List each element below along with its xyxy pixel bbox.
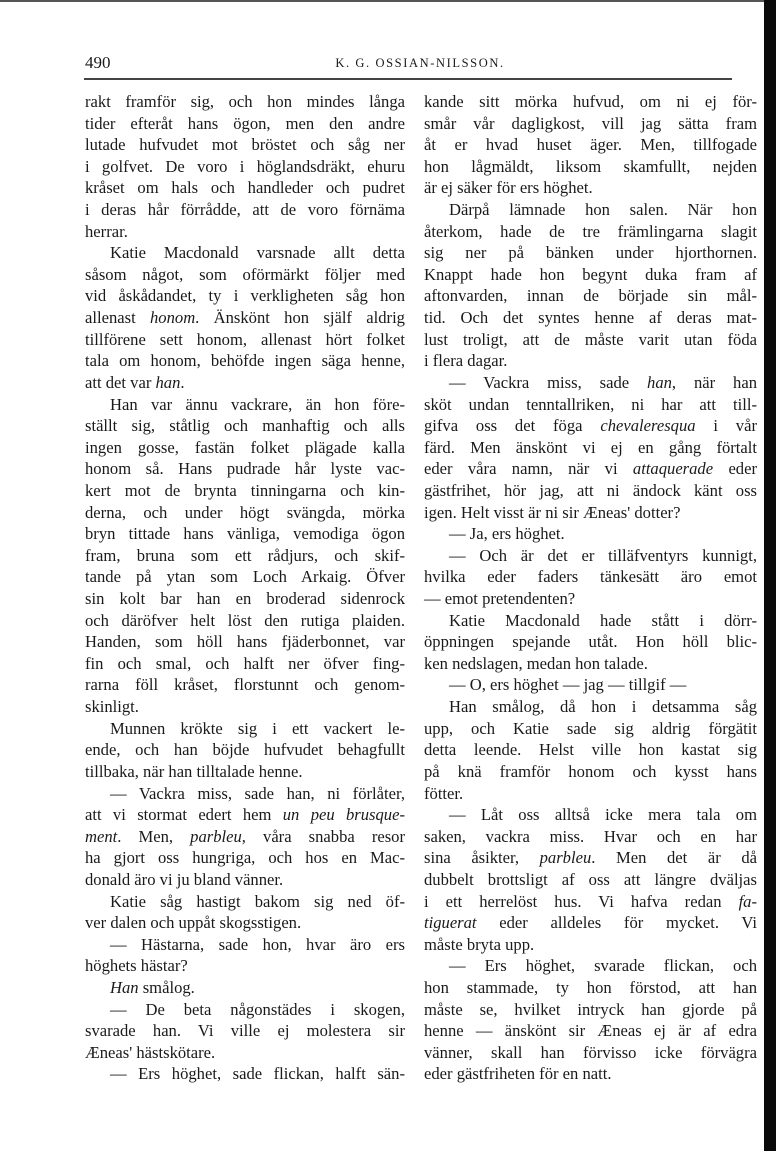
text-line: tider efteråt hans ögon, men den andre: [85, 113, 405, 133]
text-line: fötter.: [424, 783, 464, 803]
paragraph: [85, 242, 405, 393]
text-line: Munnen krökte sig i ett vackert le-: [110, 718, 405, 738]
text-line: Handen, som höll hans fjäderbonnet, var: [85, 632, 405, 652]
text-line: lutade hufvudet mot bröstet och såg ner: [85, 135, 405, 155]
text-line: tillförene sett honom, allenast hört folket: [85, 329, 405, 349]
paragraph: [424, 696, 757, 804]
text-line: hon lågmäldt, liksom skamfullt, nejden: [424, 156, 757, 176]
text-line: och däröfver helt löst den rutiga plaiden.: [85, 610, 405, 630]
italic-text: honom: [150, 308, 196, 328]
text-line: vid åskådandet, ty i verkligheten såg hon: [85, 286, 405, 306]
text-segment: att det var: [85, 372, 156, 392]
text-line: sin kolt bar han en broderad sidenrock: [85, 589, 405, 609]
text-line: åt er hvad huset äger. Men, tillfogade: [424, 135, 757, 155]
text-line: lust troligt, att de måste varit utan föda: [424, 329, 757, 349]
text-line: Katie Macdonald varsnade allt detta: [110, 243, 405, 263]
text-segment: . Änskönt hon själf aldrig: [195, 308, 405, 328]
scan-top-edge: [0, 0, 765, 2]
italic-text: Han: [110, 977, 139, 997]
text-line: i golfvet. De voro i höglandsdräkt, ehuru: [85, 156, 405, 176]
text-line: [424, 415, 757, 437]
scan-right-border: [764, 0, 776, 1151]
text-segment: smålog.: [138, 977, 195, 997]
text-line: [85, 826, 405, 848]
italic-text: han: [647, 372, 672, 392]
text-line: Han var ännu vackrare, än hon före-: [110, 394, 405, 414]
text-line: igen. Helt visst är ni sir Æneas' dotter?: [424, 502, 681, 522]
text-line: Katie Macdonald hade stått i dörr-: [449, 610, 757, 630]
text-line: — Ja, ers höghet.: [449, 524, 565, 544]
text-line: [85, 372, 405, 394]
text-line: honom så. Hans pudrade hår lyste vac-: [85, 459, 405, 479]
text-line: tala om honom, behöfde ingen säga henne,: [85, 351, 405, 371]
text-line: Katie såg hastigt bakom sig ned öf-: [110, 891, 405, 911]
paragraph: [85, 1063, 405, 1085]
text-line: [424, 847, 757, 869]
paragraph: [85, 718, 405, 783]
text-line: vänner, skall han förvisso icke förvägra: [424, 1042, 757, 1062]
text-line: rarna föll kråset, florstunnt och genom-: [85, 675, 405, 695]
text-segment: , våra snabba resor: [241, 826, 405, 846]
text-segment: . Men det är då: [591, 848, 757, 868]
text-line: höghets hästar?: [85, 956, 188, 976]
text-line: Han smålog, då hon i detsamma såg: [449, 697, 757, 717]
text-line: sig ner på bänken under hjorthornen.: [424, 243, 757, 263]
italic-text: attaquerade: [632, 459, 714, 479]
text-line: fin och smal, och halft ner öfver fing-: [85, 653, 405, 673]
paragraph: [85, 934, 405, 977]
text-segment: . Men,: [117, 826, 191, 846]
paragraph: [85, 977, 405, 999]
paragraph: [424, 804, 757, 955]
text-line: kande sitt mörka hufvud, om ni ej för-: [424, 92, 757, 111]
text-line: måste se, hvilket intryck han gjorde på: [424, 999, 757, 1019]
text-line: fram, bruna som ett rådjurs, och skif-: [85, 545, 405, 565]
paragraph: [424, 674, 757, 696]
text-line: färd. Men änskönt vi ej en gång förtalt: [424, 437, 757, 457]
text-line: rakt framför sig, och hon mindes långa: [85, 92, 405, 111]
text-segment: , när han: [671, 372, 757, 392]
text-line: [424, 912, 757, 934]
text-line: smår vår dagligkost, vill jag sätta fram: [424, 113, 757, 133]
text-line: svarade han. Vi ville ej molestera sir: [85, 1021, 405, 1041]
text-segment: eder våra namn, när vi: [424, 459, 633, 479]
text-segment: i vår: [695, 416, 757, 436]
text-line: henne — änskönt sir Æneas ej är af edra: [424, 1021, 757, 1041]
text-line: dubbelt brottsligt af oss att längre dväljas: [424, 869, 757, 889]
text-line: [85, 307, 405, 329]
text-line: tillbaka, när han tilltalade henne.: [85, 761, 303, 781]
text-line: detta leende. Helst ville hon kastat sig: [424, 740, 757, 760]
paragraph: [85, 91, 405, 242]
text-line: — Vackra miss, sade han, ni förlåter,: [110, 783, 405, 803]
text-line: Knappt hade hon begynt duka fram af: [424, 264, 757, 284]
text-segment: sina åsikter,: [424, 848, 540, 868]
paragraph: [424, 523, 757, 545]
text-line: såsom något, som oförmärkt följer med: [85, 264, 405, 284]
paragraph: [85, 394, 405, 718]
text-line: — Ers höghet, svarade flickan, och: [449, 956, 757, 976]
text-line: sköt undan tenntallriken, ni har att till-: [424, 394, 757, 414]
text-column-left: [85, 91, 405, 1085]
italic-text: un peu brusque-: [282, 805, 405, 825]
paragraph: [424, 199, 757, 372]
text-line: ställt sig, ståtlig och manhaftig och alls: [85, 416, 405, 436]
text-line: kråset om hals och handleder och pudret: [85, 178, 405, 198]
text-line: bryn tittade hans vänliga, vemodiga ögon: [85, 524, 405, 544]
paragraph: [424, 545, 757, 610]
paragraph: [85, 783, 405, 891]
italic-text: chevaleresqua: [600, 416, 696, 436]
italic-text: tiguerat: [424, 913, 477, 933]
text-line: i flera dagar.: [424, 351, 508, 371]
paragraph: [424, 610, 757, 675]
text-line: — Låt oss alltså icke mera tala om: [449, 805, 757, 825]
text-line: — De beta någonstädes i skogen,: [110, 999, 405, 1019]
italic-text: fa-: [738, 891, 757, 911]
text-line: ha gjort oss hungriga, och hos en Mac-: [85, 848, 405, 868]
text-line: saken, vackra miss. Hvar och en har: [424, 826, 757, 846]
text-line: Æneas' hästskötare.: [85, 1042, 216, 1062]
text-line: ende, och han böjde hufvudet behagfullt: [85, 740, 405, 760]
text-line: kert mot de brynta tinningarna och kin-: [85, 480, 405, 500]
text-line: upp, och Katie sade sig aldrig förgätit: [424, 718, 757, 738]
paragraph: [424, 955, 757, 1085]
text-line: hvilka eder faders tänkesätt äro emot: [424, 567, 757, 587]
text-line: [424, 458, 757, 480]
text-line: ingen gosse, fastän folket plägade kalla: [85, 437, 405, 457]
paragraph: [85, 999, 405, 1064]
italic-text: parbleu: [190, 826, 242, 846]
text-line: — emot pretendenten?: [424, 589, 576, 609]
text-line: — Ers höghet, sade flickan, halft sän-: [110, 1064, 405, 1084]
text-line: — Hästarna, sade hon, hvar äro ers: [110, 934, 405, 954]
text-line: på knä framför honom och kysst hans: [424, 761, 757, 781]
text-line: är ej säker för ers höghet.: [424, 178, 593, 198]
text-line: [424, 891, 757, 913]
italic-text: parbleu: [539, 848, 592, 868]
text-line: tande på ytan som Loch Arkaig. Öfver: [85, 567, 405, 587]
text-segment: — Vackra miss, sade: [449, 372, 648, 392]
text-line: tid. Och det syntes henne af deras mat-: [424, 308, 757, 328]
text-line: öppningen spejande utåt. Hon höll blic-: [424, 632, 757, 652]
text-line: Därpå lämnade hon salen. När hon: [449, 200, 757, 220]
text-line: [85, 804, 405, 826]
text-line: måste bryta upp.: [424, 934, 535, 954]
text-segment: i ett herrelöst hus. Vi hafva redan: [424, 891, 739, 911]
header-rule: [84, 78, 732, 80]
italic-text: ment: [85, 826, 118, 846]
text-column-right: [424, 91, 757, 1085]
text-segment: allenast: [85, 308, 150, 328]
text-line: aftonvarden, innan de började sin mål-: [424, 286, 757, 306]
text-segment: eder alldeles för mycket. Vi: [476, 913, 757, 933]
paragraph: [85, 891, 405, 934]
text-line: [85, 977, 405, 999]
text-line: eder gästfriheten för en natt.: [424, 1064, 612, 1084]
text-line: — Och är det er tilläfventyrs kunnigt,: [449, 545, 757, 565]
text-line: i deras hår förrådde, att de voro förnäma: [85, 200, 405, 220]
text-segment: gifva oss det föga: [424, 416, 601, 436]
text-segment: eder: [713, 459, 757, 479]
text-line: hon stammade, ty hon förstod, att han: [424, 977, 757, 997]
paragraph: [424, 372, 757, 523]
text-line: [424, 372, 757, 394]
text-line: skinligt.: [85, 697, 139, 717]
text-segment: .: [180, 372, 185, 392]
text-segment: att vi stormat edert hem: [85, 805, 283, 825]
text-line: donald äro vi ju bland vänner.: [85, 869, 284, 889]
running-title: K. G. OSSIAN-NILSSON.: [335, 56, 505, 70]
text-line: ver dalen och uppåt skogsstigen.: [85, 913, 302, 933]
text-line: derna, och under högt svängda, mörka: [85, 502, 405, 522]
paragraph: [424, 91, 757, 199]
text-line: gästfrihet, hör jag, att ni ändock känt oss: [424, 480, 757, 500]
italic-text: han: [155, 372, 181, 392]
text-line: herrar.: [85, 221, 128, 241]
text-line: ken nedslagen, medan hon talade.: [424, 653, 648, 673]
text-line: återkom, hade de tre främlingarna slagit: [424, 221, 757, 241]
page-number: 490: [85, 53, 111, 72]
text-line: — O, ers höghet — jag — tillgif —: [449, 675, 687, 695]
